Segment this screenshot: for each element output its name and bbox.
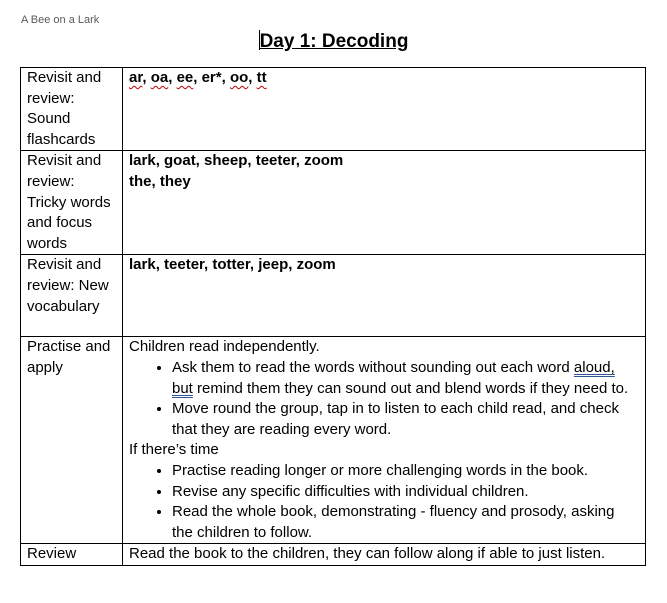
row-label: Review (21, 544, 123, 566)
sound-item: oo (229, 69, 249, 86)
row-label: Revisit and review: Sound flashcards (21, 68, 123, 151)
vocabulary-line: lark, teeter, totter, jeep, zoom (129, 256, 336, 274)
page-title (0, 30, 667, 53)
grammar-flagged-word: but (172, 379, 193, 397)
vocabulary-cell (123, 255, 646, 337)
row-label: Revisit and review: New vocabulary (21, 255, 123, 337)
list-item: • Read the whole book, demonstrating - fluency and prosody, asking the children to follow. (172, 502, 639, 543)
list-item: • Move round the group, tap in to listen to each child read, and check that they are reading every word. (172, 399, 639, 440)
sound-item: ar (129, 69, 143, 86)
bullet-list (129, 461, 639, 543)
table-row (21, 68, 646, 151)
table-row (21, 337, 646, 544)
practise-apply-cell (123, 337, 646, 544)
lesson-plan-table (20, 67, 646, 566)
table-row (21, 255, 646, 337)
table-row (21, 544, 646, 566)
focus-words-line: the, they (129, 172, 191, 190)
bullet-list (129, 358, 639, 440)
review-cell: Read the book to the children, they can follow along if able to just listen. (123, 544, 646, 566)
row-label: Revisit and review: Tricky words and focus words (21, 151, 123, 255)
sound-flashcards-cell: ar, oa, ee, er*, oo, tt (123, 68, 646, 151)
tricky-words-cell (123, 151, 646, 255)
sound-item: er* (201, 69, 222, 86)
sound-item: oa (150, 69, 169, 86)
sound-item: ee (176, 69, 194, 86)
list-item: • Revise any specific difficulties with individual children. (172, 482, 639, 503)
row-label: Practise and apply (21, 337, 123, 544)
list-item: • Practise reading longer or more challenging words in the book. (172, 461, 639, 482)
table-row (21, 151, 646, 255)
intro-text: Children read independently. (129, 338, 320, 356)
sound-item: tt (256, 69, 267, 86)
page-title-text: Day 1: Decoding (259, 31, 409, 52)
document-header-note: A Bee on a Lark (21, 14, 100, 26)
if-time-text: If there’s time (129, 441, 219, 459)
list-item: • Ask them to read the words without sounding out each word aloud, but remind them they can sound out and blend words if they need to. (172, 358, 639, 399)
tricky-words-line: lark, goat, sheep, teeter, zoom (129, 152, 344, 170)
grammar-flagged-word: aloud, (573, 358, 615, 376)
